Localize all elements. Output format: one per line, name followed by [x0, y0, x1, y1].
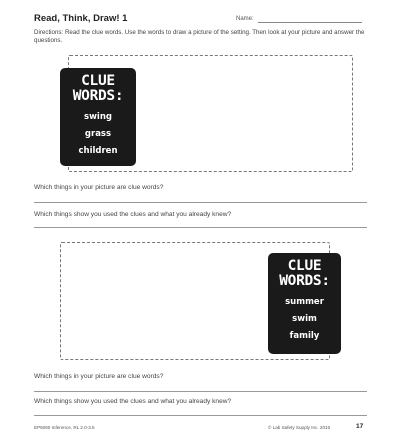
answer-line-3[interactable]: [34, 391, 367, 392]
clue-word: children: [78, 146, 118, 156]
question-1: Which things in your picture are clue words?: [34, 184, 164, 191]
clue-word: summer: [285, 297, 324, 307]
answer-line-1[interactable]: [34, 202, 367, 203]
clue-word: swim: [292, 314, 317, 324]
answer-line-4[interactable]: [34, 415, 367, 416]
clue-word: swing: [84, 112, 112, 122]
question-3: Which things in your picture are clue words?: [34, 373, 164, 380]
clue-word: family: [289, 331, 320, 341]
answer-line-2[interactable]: [34, 227, 367, 228]
clue-heading-2: CLUE WORDS:: [279, 258, 330, 289]
question-4: Which things show you used the clues and what you already knew?: [34, 398, 232, 405]
page-title: Read, Think, Draw! 1: [34, 13, 128, 24]
name-line[interactable]: [258, 22, 362, 23]
clue-card-1: [60, 68, 136, 166]
question-2: Which things show you used the clues and what you already knew?: [34, 211, 232, 218]
clue-heading-1: CLUE WORDS:: [72, 73, 124, 104]
directions-text: Directions: Read the clue words. Use the words to draw a picture of the setting. Then look at your picture and answer the questions.: [34, 29, 365, 44]
footer-left: EP5060 Inference, RL 2.0-3.5: [34, 425, 95, 430]
clue-word: grass: [84, 129, 112, 139]
footer-right: © Lab Safety Supply Inc. 2010: [268, 425, 331, 430]
name-label: Name:: [236, 16, 254, 22]
clue-card-2: [268, 253, 341, 354]
page-number: 17: [356, 423, 364, 430]
